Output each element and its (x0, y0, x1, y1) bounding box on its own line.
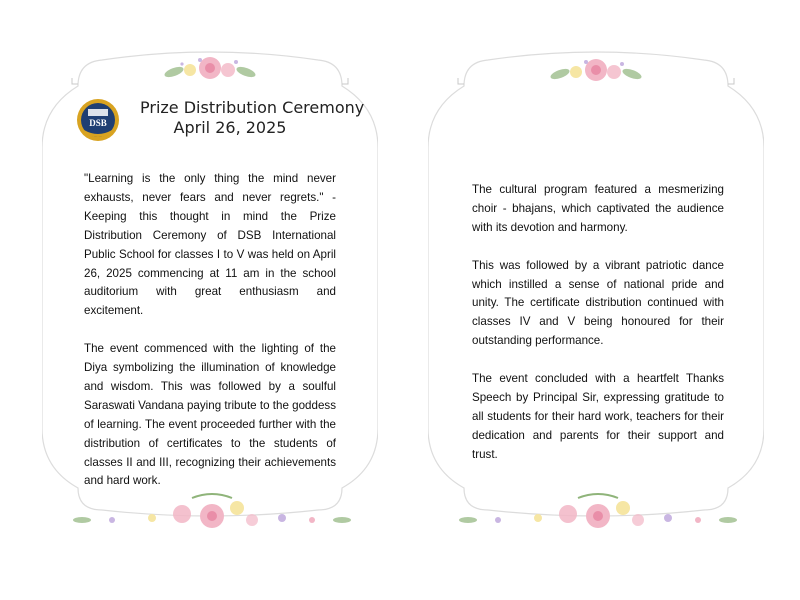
floral-bottom-decoration (458, 490, 738, 542)
right-page-body (472, 181, 724, 483)
paragraph: The cultural program featured a mesmerizing choir - bhajans, which captivated the audience with its devotion and harmony. (472, 183, 724, 234)
paragraph: The event concluded with a heartfelt Thanks Speech by Principal Sir, expressing gratitude to all students for their hard work, teachers for their dedication and parents for their support and trust. (472, 372, 724, 461)
right-page (428, 48, 764, 518)
page-title: Prize Distribution Ceremony (140, 98, 365, 117)
left-page (42, 48, 378, 518)
floral-top-decoration (546, 54, 646, 88)
school-logo (76, 98, 120, 142)
paragraph: The event commenced with the lighting of the Diya symbolizing the illumination of knowledge and wisdom. This was followed by a soulful Saraswati Vandana paying tribute to the goddess of learning. The event proceeded further with the distribution of certificates to the students of classes II and III, recognizing their achievements and hard work. (84, 342, 336, 488)
event-date: April 26, 2025 (173, 118, 287, 137)
floral-bottom-decoration (72, 490, 352, 542)
left-page-body (84, 170, 336, 510)
logo-text: DSB (89, 118, 107, 128)
paragraph: "Learning is the only thing the mind never exhausts, never fears and never regrets." - Keeping this thought in mind the Prize Distribution Ceremony of DSB International Public School for classes I to V was held on April 26, 2025 commencing at 11 am in the school auditorium with great enthusiasm and excitement. (84, 172, 336, 318)
paragraph: This was followed by a vibrant patriotic dance which instilled a sense of national pride and unity. The certificate distribution continued with classes IV and V being honoured for their outstanding performance. (472, 258, 724, 348)
floral-top-decoration (160, 52, 260, 86)
header-block (140, 98, 365, 138)
